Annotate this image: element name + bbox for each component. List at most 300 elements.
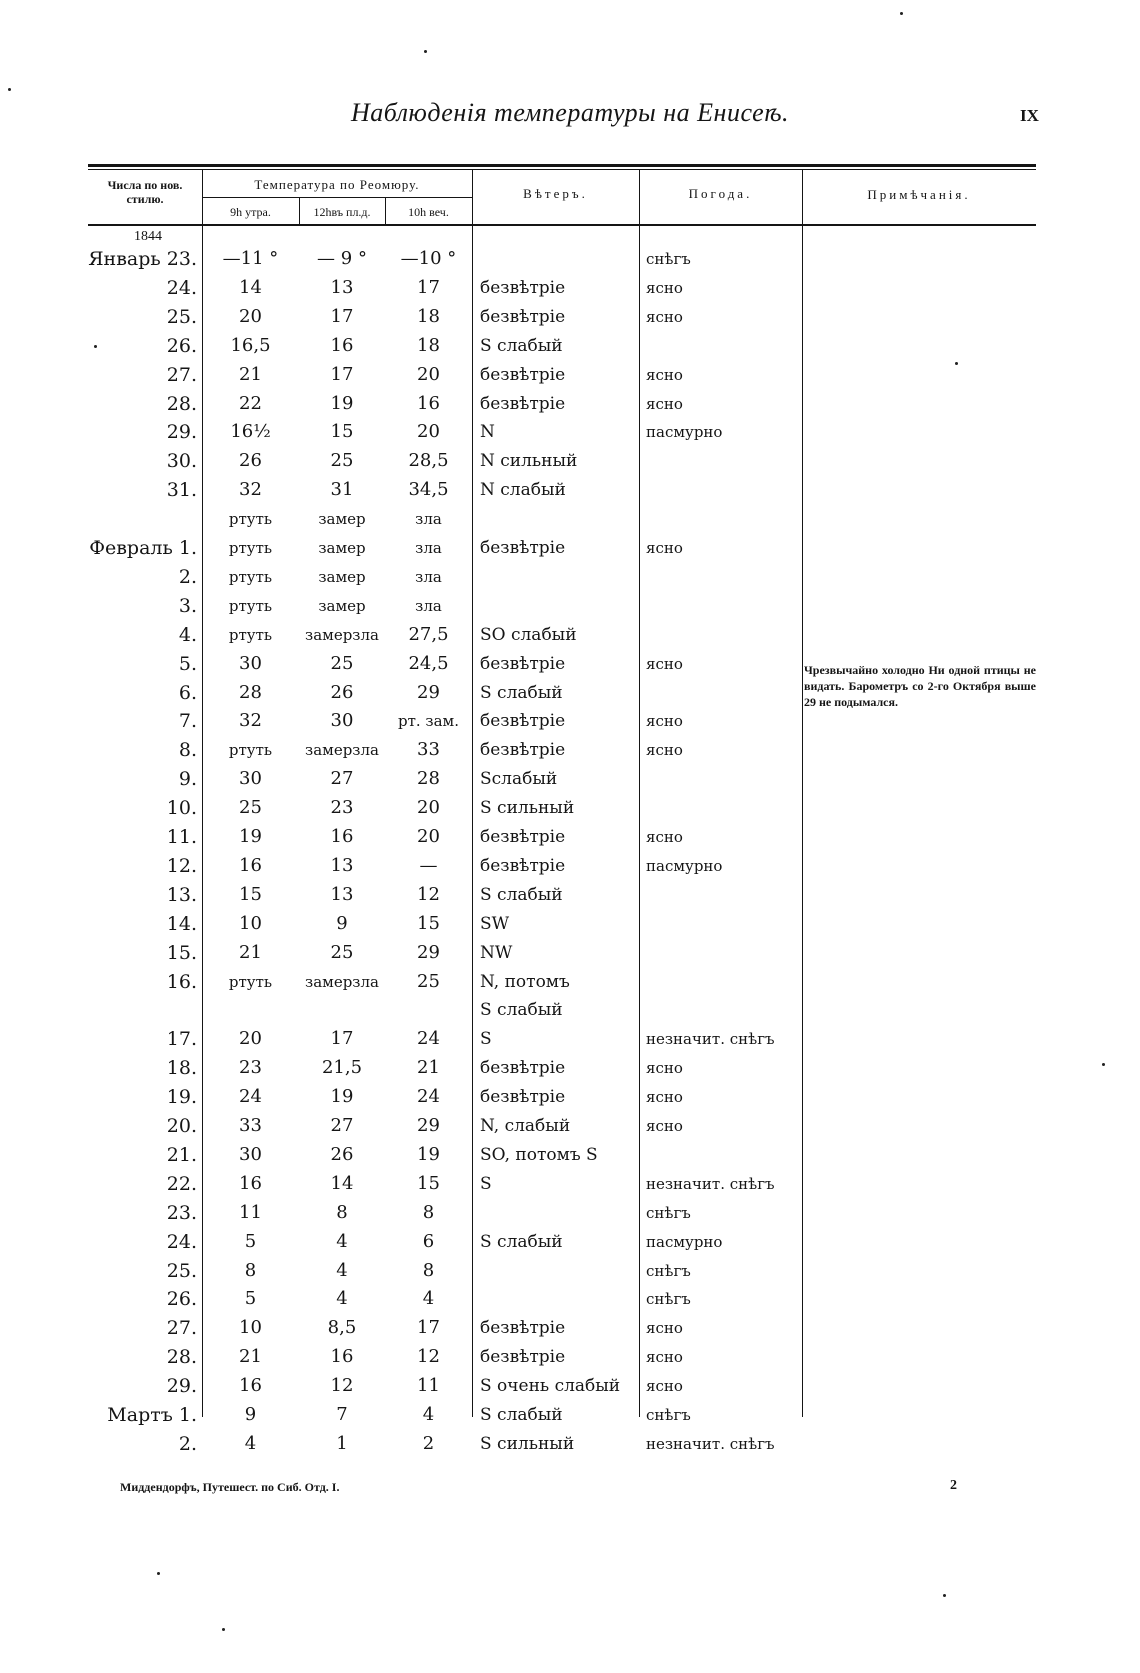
row-date: 29.: [166, 421, 197, 444]
row-wind: безвѣтріе: [480, 855, 566, 876]
row-weather: снѣгъ: [646, 1406, 691, 1424]
row-wind: S слабый: [480, 1405, 563, 1425]
row-date: [88, 506, 197, 532]
row-date: 5.: [178, 652, 197, 675]
row-temp-morning: 5: [244, 1288, 257, 1310]
row-date: 22.: [166, 1172, 197, 1195]
row-weather: [646, 882, 802, 908]
print-speck: [94, 345, 97, 348]
print-speck: [943, 1594, 946, 1597]
row-temp-noon: 13: [330, 883, 354, 905]
row-temp-morning: ртуть: [228, 539, 273, 557]
row-temp-evening: 29: [417, 941, 440, 963]
row-temp-noon: 1: [336, 1432, 348, 1454]
table-row: [88, 708, 1036, 734]
row-weather: ясно: [646, 307, 683, 326]
row-weather: ясно: [646, 654, 683, 673]
table-row: [88, 1142, 1036, 1168]
row-temp-morning: 11: [239, 1201, 262, 1223]
table-row: [88, 911, 1036, 937]
row-weather: [646, 564, 802, 590]
row-weather: пасмурно: [646, 1232, 723, 1251]
footer-citation: Миддендорфъ, Путешест. по Сиб. Отд. I.: [120, 1480, 340, 1494]
table-top-rule: [88, 164, 1036, 170]
row-wind: безвѣтріе: [480, 740, 566, 761]
row-wind: безвѣтріе: [480, 1318, 566, 1339]
row-wind: [480, 564, 640, 590]
table-row: [88, 1229, 1036, 1255]
row-temp-evening: 28,5: [408, 450, 449, 472]
row-temp-evening: 17: [417, 276, 440, 298]
header-morning: 9h утра.: [230, 205, 271, 219]
row-temp-noon: 27: [330, 1115, 354, 1136]
row-temp-noon: замер: [318, 510, 366, 529]
print-speck: [1102, 1063, 1105, 1066]
row-temp-morning: ртуть: [228, 567, 273, 586]
row-temp-noon: замер: [318, 596, 366, 615]
row-weather: ясно: [646, 1088, 683, 1107]
row-wind: безвѣтріе: [480, 711, 566, 732]
table-row: [88, 997, 1036, 1023]
row-weather: ясно: [646, 712, 683, 731]
table-row: [88, 1431, 1036, 1457]
row-date: 7.: [178, 710, 197, 733]
row-temp-morning: 26: [239, 450, 262, 472]
row-wind: N слабый: [480, 480, 566, 501]
table-row: [88, 564, 1036, 590]
row-temp-evening: 20: [417, 421, 440, 443]
row-temp-morning: 33: [239, 1115, 262, 1136]
row-temp-morning: 32: [239, 479, 262, 501]
row-weather: пасмурно: [646, 856, 723, 875]
row-date: 23.: [166, 1201, 197, 1224]
table-row: [88, 419, 1036, 445]
row-date: 24.: [166, 276, 197, 299]
row-temp-morning: ртуть: [228, 741, 273, 760]
row-wind: S сильный: [480, 798, 575, 819]
row-weather: ясно: [646, 539, 683, 557]
table-row: [88, 766, 1036, 792]
row-temp-noon: 21,5: [321, 1057, 363, 1079]
row-temp-evening: 24: [417, 1028, 440, 1050]
row-date: 16.: [166, 970, 197, 993]
row-weather: снѣгъ: [646, 1290, 691, 1309]
row-weather: ясно: [646, 1377, 683, 1396]
table-row: [88, 1258, 1036, 1284]
table-row: [88, 1315, 1036, 1341]
row-temp-morning: 16: [239, 1172, 262, 1194]
row-temp-evening: 17: [417, 1317, 440, 1339]
print-speck: [8, 88, 11, 91]
table-row: [88, 535, 1036, 561]
row-date: 18.: [166, 1057, 197, 1080]
row-temp-morning: 10: [239, 1317, 262, 1339]
table-row: [88, 1344, 1036, 1370]
remark-note: Чрезвычайно холодно Ни одной птицы не видать. Барометръ со 2-го Октября выше 29 не подымался.: [804, 663, 1036, 709]
row-date: 13.: [166, 883, 197, 906]
row-temp-evening: 12: [417, 1346, 440, 1368]
row-temp-morning: 20: [239, 305, 262, 327]
row-wind: S слабый: [480, 1000, 563, 1021]
row-temp-noon: 4: [336, 1230, 348, 1252]
row-temp-noon: 16: [330, 334, 354, 356]
row-wind: [480, 1200, 640, 1226]
header-wind: Вѣтеръ.: [523, 186, 588, 201]
row-temp-morning: 24: [239, 1086, 262, 1108]
row-wind: S: [480, 1173, 492, 1194]
row-date: 31.: [166, 479, 197, 502]
row-temp-morning: ртуть: [228, 625, 273, 644]
row-date: Январь 23.: [88, 248, 197, 270]
row-temp-morning: 16,5: [230, 334, 271, 356]
table-row: [88, 477, 1036, 503]
row-temp-noon: 16: [330, 1346, 354, 1368]
table-row: [88, 304, 1036, 330]
row-date: 30.: [166, 450, 197, 473]
row-temp-morning: 21: [239, 941, 262, 963]
row-temp-evening: 8: [422, 1259, 435, 1281]
row-wind: безвѣтріе: [480, 306, 566, 327]
table-row: [88, 506, 1036, 532]
row-temp-evening: 28: [417, 768, 440, 790]
row-wind: безвѣтріе: [480, 1058, 566, 1079]
row-date: 8.: [178, 739, 197, 762]
row-date: 9.: [178, 768, 197, 791]
print-speck: [955, 362, 958, 365]
table-row: [88, 1402, 1036, 1428]
row-temp-evening: 29: [417, 1115, 440, 1136]
temperature-subheader-rule: [202, 197, 472, 198]
page-title: Наблюденія температуры на Енисеѣ.: [350, 98, 790, 127]
page-number: IX: [1020, 106, 1039, 125]
row-weather: [646, 448, 802, 474]
row-temp-noon: 12: [330, 1375, 354, 1397]
header-temperature: Температура по Реомюру.: [254, 177, 420, 192]
row-temp-noon: 17: [330, 1028, 354, 1050]
row-date: 25.: [166, 1259, 197, 1282]
row-temp-noon: 31: [330, 479, 354, 501]
row-wind: S слабый: [480, 884, 563, 905]
row-weather: [646, 1142, 802, 1168]
sheet-number: 2: [950, 1478, 957, 1493]
row-date: 11.: [166, 826, 197, 848]
row-temp-noon: 23: [330, 797, 354, 819]
row-temp-evening: 15: [417, 1172, 440, 1194]
row-weather: снѣгъ: [646, 250, 691, 268]
row-weather: ясно: [646, 1117, 683, 1135]
row-temp-morning: 30: [239, 1143, 262, 1165]
row-temp-morning: 8: [244, 1259, 257, 1281]
row-temp-noon: 13: [330, 276, 354, 298]
row-weather: снѣгъ: [646, 1203, 691, 1222]
table-row: [88, 1200, 1036, 1226]
table-row: [88, 622, 1036, 648]
row-weather: [646, 593, 802, 619]
header-evening: 10h веч.: [408, 205, 449, 219]
table-row: [88, 1286, 1036, 1312]
row-temp-evening: 20: [417, 797, 440, 819]
row-weather: ясно: [646, 1348, 683, 1367]
row-date: 26.: [166, 1288, 197, 1311]
row-date: 2.: [178, 1432, 197, 1455]
row-temp-evening: 29: [417, 681, 440, 703]
row-wind: безвѣтріе: [480, 653, 566, 674]
row-temp-evening: 4: [422, 1288, 435, 1310]
table-row: [88, 824, 1036, 850]
row-date: 10.: [166, 797, 197, 820]
row-temp-evening: 20: [417, 826, 440, 847]
row-date: 17.: [166, 1028, 197, 1051]
row-weather: пасмурно: [646, 423, 723, 442]
row-temp-morning: 23: [239, 1057, 262, 1079]
table-row: [88, 737, 1036, 763]
row-temp-noon: 17: [330, 363, 354, 385]
table-row: [88, 333, 1036, 359]
row-temp-noon: замер: [318, 539, 366, 557]
row-temp-noon: замерзла: [305, 625, 379, 644]
row-wind: N: [480, 422, 495, 443]
row-date: 20.: [166, 1115, 197, 1137]
row-wind: [480, 246, 640, 272]
row-temp-evening: 6: [422, 1230, 435, 1252]
row-weather: [646, 940, 802, 966]
row-temp-noon: 8: [336, 1201, 348, 1223]
row-weather: [646, 997, 802, 1023]
row-temp-noon: [299, 997, 385, 1023]
print-speck: [424, 50, 427, 53]
row-temp-morning: 25: [239, 797, 262, 819]
row-wind: безвѣтріе: [480, 364, 566, 385]
row-wind: [480, 1286, 640, 1312]
row-temp-morning: 19: [239, 826, 262, 847]
row-date: 2.: [178, 565, 197, 588]
row-temp-noon: 19: [330, 1086, 354, 1108]
row-date: 27.: [166, 1317, 197, 1340]
row-wind: безвѣтріе: [480, 827, 566, 847]
table-row: [88, 969, 1036, 995]
row-temp-morning: —11 °: [222, 248, 279, 269]
row-temp-morning: 30: [239, 768, 262, 790]
table-row: [88, 1113, 1036, 1139]
row-weather: незначит. снѣгъ: [646, 1434, 775, 1453]
row-wind: безвѣтріе: [480, 393, 566, 414]
row-temp-noon: замер: [318, 567, 366, 586]
table-row: [88, 1055, 1036, 1081]
row-temp-noon: 7: [336, 1404, 348, 1425]
table-row: [88, 1026, 1036, 1052]
row-temp-noon: замерзла: [305, 741, 379, 760]
row-wind: безвѣтріе: [480, 1347, 566, 1368]
row-date: 24.: [166, 1230, 197, 1253]
row-temp-noon: 26: [330, 681, 354, 703]
row-date: 29.: [166, 1375, 197, 1398]
table-row: [88, 246, 1036, 272]
row-temp-noon: 4: [336, 1288, 348, 1310]
row-temp-noon: 16: [330, 826, 354, 847]
row-weather: [646, 477, 802, 503]
row-temp-evening: 4: [422, 1404, 435, 1425]
row-temp-morning: 20: [239, 1028, 262, 1050]
row-temp-evening: 24: [417, 1086, 440, 1108]
row-weather: [646, 333, 802, 359]
row-temp-evening: рт. зам.: [398, 712, 459, 731]
row-date: 4.: [178, 623, 197, 646]
row-temp-evening: 20: [417, 363, 440, 385]
row-temp-noon: 25: [330, 450, 354, 472]
table-row: [88, 391, 1036, 417]
row-date: 15.: [166, 941, 197, 964]
row-temp-morning: 30: [239, 652, 262, 674]
row-weather: ясно: [646, 394, 683, 413]
row-wind: N, потомъ: [480, 971, 570, 992]
row-weather: [646, 506, 802, 532]
table-row: [88, 448, 1036, 474]
row-temp-noon: 26: [330, 1143, 354, 1165]
row-temp-evening: 15: [417, 912, 440, 934]
row-temp-morning: 16½: [230, 421, 271, 443]
table-row: [88, 853, 1036, 879]
row-temp-evening: 8: [422, 1201, 435, 1223]
row-date: 28.: [166, 1346, 197, 1369]
row-temp-morning: 16: [239, 854, 262, 876]
header-notes: Примѣчанія.: [867, 187, 971, 202]
row-temp-noon: 25: [330, 652, 354, 674]
row-temp-evening: 24,5: [408, 652, 449, 674]
row-date: 12.: [166, 854, 197, 877]
table-row: [88, 1373, 1036, 1399]
row-temp-morning: 15: [239, 883, 262, 905]
row-temp-morning: 4: [244, 1432, 257, 1454]
row-wind: S слабый: [480, 1231, 563, 1252]
row-weather: ясно: [646, 365, 683, 384]
row-temp-morning: 14: [239, 276, 262, 298]
row-temp-evening: 18: [417, 305, 440, 327]
row-temp-noon: 19: [330, 392, 354, 414]
row-temp-noon: 27: [330, 768, 354, 790]
row-temp-evening: 33: [417, 739, 440, 761]
row-temp-morning: ртуть: [228, 596, 273, 615]
row-weather: ясно: [646, 741, 683, 760]
row-date: Февраль 1.: [89, 537, 197, 559]
row-weather: незначит. снѣгъ: [646, 1174, 775, 1193]
row-date: 6.: [178, 681, 197, 704]
row-temp-evening: [385, 997, 472, 1023]
row-temp-evening: —10 °: [400, 248, 457, 269]
table-row: [88, 593, 1036, 619]
row-wind: S слабый: [480, 335, 563, 356]
row-date: 3.: [178, 594, 197, 617]
row-date: 28.: [166, 392, 197, 415]
row-temp-evening: зла: [415, 510, 442, 529]
row-temp-noon: 9: [336, 912, 348, 934]
row-temp-noon: 17: [330, 305, 354, 327]
row-date: 21.: [166, 1143, 197, 1166]
row-temp-morning: 28: [239, 681, 262, 703]
row-weather: [646, 766, 802, 792]
year-label: 1844: [134, 229, 162, 244]
row-temp-evening: 11: [417, 1375, 440, 1397]
row-wind: [480, 1258, 640, 1284]
row-temp-noon: 30: [330, 710, 354, 732]
row-weather: ясно: [646, 1319, 683, 1338]
row-temp-evening: 18: [417, 334, 440, 356]
row-weather: [646, 680, 802, 706]
header-dates: Числа по нов. стилю.: [107, 178, 183, 206]
row-date: 27.: [166, 363, 197, 386]
row-wind: безвѣтріе: [480, 1087, 566, 1108]
row-temp-noon: 13: [330, 854, 354, 876]
row-wind: NW: [480, 942, 513, 963]
row-date: 19.: [166, 1086, 197, 1109]
row-temp-evening: зла: [415, 567, 442, 586]
row-temp-noon: — 9 °: [317, 248, 367, 269]
row-weather: [646, 622, 802, 648]
row-temp-noon: 4: [336, 1259, 348, 1281]
row-weather: снѣгъ: [646, 1261, 691, 1280]
row-temp-evening: зла: [415, 539, 442, 557]
row-temp-noon: 8,5: [327, 1317, 357, 1339]
header-weather: Погода.: [688, 186, 753, 201]
row-temp-noon: 15: [330, 421, 354, 443]
row-date: 14.: [166, 912, 197, 935]
row-temp-morning: 5: [244, 1230, 257, 1252]
row-weather: [646, 969, 802, 995]
row-wind: S очень слабый: [480, 1376, 621, 1397]
row-wind: SO, потомъ S: [480, 1144, 598, 1165]
row-wind: Sслабый: [480, 769, 558, 790]
row-wind: N сильный: [480, 451, 578, 472]
row-temp-evening: 27,5: [408, 623, 449, 645]
row-temp-evening: 34,5: [408, 479, 449, 501]
row-weather: [646, 911, 802, 937]
row-temp-noon: 25: [330, 941, 354, 963]
table-row: [88, 882, 1036, 908]
header-noon: 12hвъ пл.д.: [313, 205, 371, 219]
print-speck: [900, 12, 903, 15]
row-temp-morning: ртуть: [228, 510, 273, 529]
row-temp-morning: ртуть: [228, 972, 273, 991]
row-weather: [646, 795, 802, 821]
row-temp-morning: 21: [239, 363, 262, 385]
row-date: 26.: [166, 334, 197, 357]
row-date: Мартъ 1.: [107, 1404, 197, 1426]
row-temp-evening: зла: [415, 596, 442, 615]
row-wind: безвѣтріе: [480, 277, 566, 298]
row-wind: [480, 593, 640, 619]
row-temp-morning: 22: [239, 392, 262, 414]
row-weather: ясно: [646, 278, 683, 297]
row-wind: SO слабый: [480, 624, 577, 645]
row-temp-morning: 21: [239, 1346, 262, 1368]
row-wind: S слабый: [480, 682, 563, 703]
row-date: [88, 997, 197, 1023]
row-temp-evening: 21: [417, 1057, 440, 1079]
table-row: [88, 362, 1036, 388]
table-row: [88, 1171, 1036, 1197]
table-row: [88, 940, 1036, 966]
row-temp-noon: замерзла: [305, 972, 379, 991]
row-weather: ясно: [646, 828, 683, 846]
row-temp-noon: 14: [330, 1172, 354, 1194]
table-row: [88, 1084, 1036, 1110]
row-date: 25.: [166, 305, 197, 328]
row-temp-evening: 2: [422, 1432, 435, 1454]
row-temp-evening: 16: [417, 392, 440, 414]
row-temp-evening: 25: [417, 970, 440, 992]
row-wind: S сильный: [480, 1433, 575, 1454]
table-header-rule: [88, 224, 1036, 226]
table-row: [88, 275, 1036, 301]
